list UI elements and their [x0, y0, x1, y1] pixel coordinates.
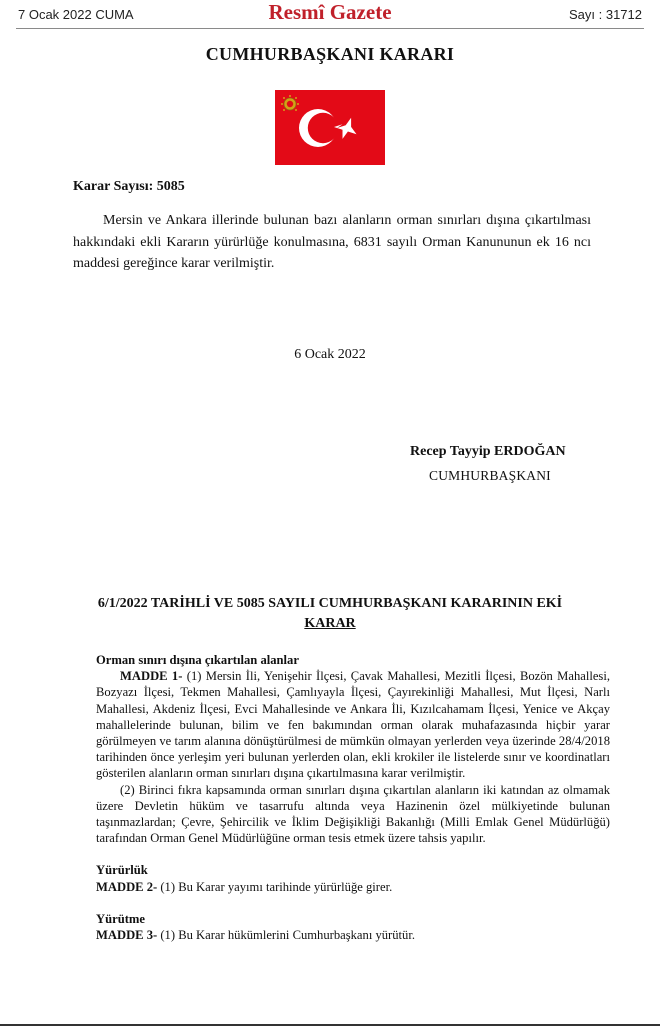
signer-name: Recep Tayyip ERDOĞAN — [410, 444, 566, 459]
annex-title-line1: 6/1/2022 TARİHLİ VE 5085 SAYILI CUMHURBAŞKANI KARARININ EKİ — [97, 596, 563, 611]
article-2-text: (1) Bu Karar yayımı tarihinde yürürlüğe girer. — [157, 879, 393, 894]
article-3-label: MADDE 3- — [96, 928, 158, 943]
page-bottom-border — [0, 1024, 660, 1026]
signer-title: CUMHURBAŞKANI — [429, 468, 551, 483]
article-1-paragraph-2: (2) Birinci fıkra kapsamında orman sınırları dışına çıkartılan alanların iki katından az olmamak üzere Devletin hüküm ve tasarrufu altında veya Hazinenin özel mülkiyetinde bulunan taşınmazlardan; Çevre, Şehircilik ve İklim Değişikliği Bakanlığı (Milli Emlak Genel Müdürlüğü) tarafından Orman Genel Müdürlüğüne orman tesis etmek üzere tahsis yapılır. — [96, 782, 610, 846]
decree-intro: Mersin ve Ankara illerinde bulunan bazı alanların orman sınırları dışına çıkartılması hakkındaki ekli Kararın yürürlüğe konulmasına, 6831 sayılı Orman Kanununun ek 16 ncı maddesi gereğince karar verilmiştir. — [73, 213, 591, 271]
gazette-name: Resmî Gazete — [268, 0, 392, 24]
article-1-label: MADDE 1- — [120, 669, 183, 684]
document-title: CUMHURBAŞKANI KARARI — [205, 44, 455, 64]
header-issue-number: Sayı : 31712 — [569, 7, 642, 22]
article-1-paragraph-1 — [96, 668, 610, 781]
article-3 — [96, 927, 610, 943]
gazette-header — [0, 0, 660, 30]
article-1-text: (1) Mersin İli, Yenişehir İlçesi, Çavak Mahallesi, Mezitli İlçesi, Bozön Mahallesi, Bozyazı İlçesi, Tekmen Mahallesi, Çamlıyayla İlçesi, Çayırekinliği Mahallesi, Mut İlçesi, Narlı Mahallesi, Akdeniz İlçesi, Evci Mahallesinde ve Ankara İli, Kızılcahamam İlçesi, Yenice ve Akçay mahallelerinde bulunan, bilim ve fen bakımından orman olarak muhafazasında hiçbir yarar görülmeyen ve tarım alanına dönüştürülmesi de mümkün olmayan yerlerden veya üzerinde 28/4/2018 tarihinden önce yerleşim yeri bulunan yerlerden olan, ekli krokiler ile listelerde sınır ve koordinatları gösterilen alanların orman sınırları dışına çıkartılmasına karar verilmiştir. — [96, 669, 610, 781]
article-2-label: MADDE 2- — [96, 879, 158, 894]
article-2 — [96, 879, 610, 895]
annex-title — [0, 594, 660, 634]
header-divider — [16, 28, 644, 29]
article-3-text: (1) Bu Karar hükümlerini Cumhurbaşkanı yürütür. — [157, 928, 415, 943]
annex-body — [96, 652, 610, 943]
decree-date: 6 Ocak 2022 — [294, 347, 366, 362]
section-heading: Yürürlük — [96, 863, 148, 878]
section-heading: Orman sınırı dışına çıkartılan alanlar — [96, 653, 299, 667]
section-heading: Yürütme — [96, 911, 145, 926]
turkish-flag-icon — [275, 90, 385, 165]
decree-number: Karar Sayısı: 5085 — [73, 179, 185, 194]
annex-title-line2: KARAR — [304, 616, 356, 631]
header-date: 7 Ocak 2022 CUMA — [18, 7, 134, 22]
